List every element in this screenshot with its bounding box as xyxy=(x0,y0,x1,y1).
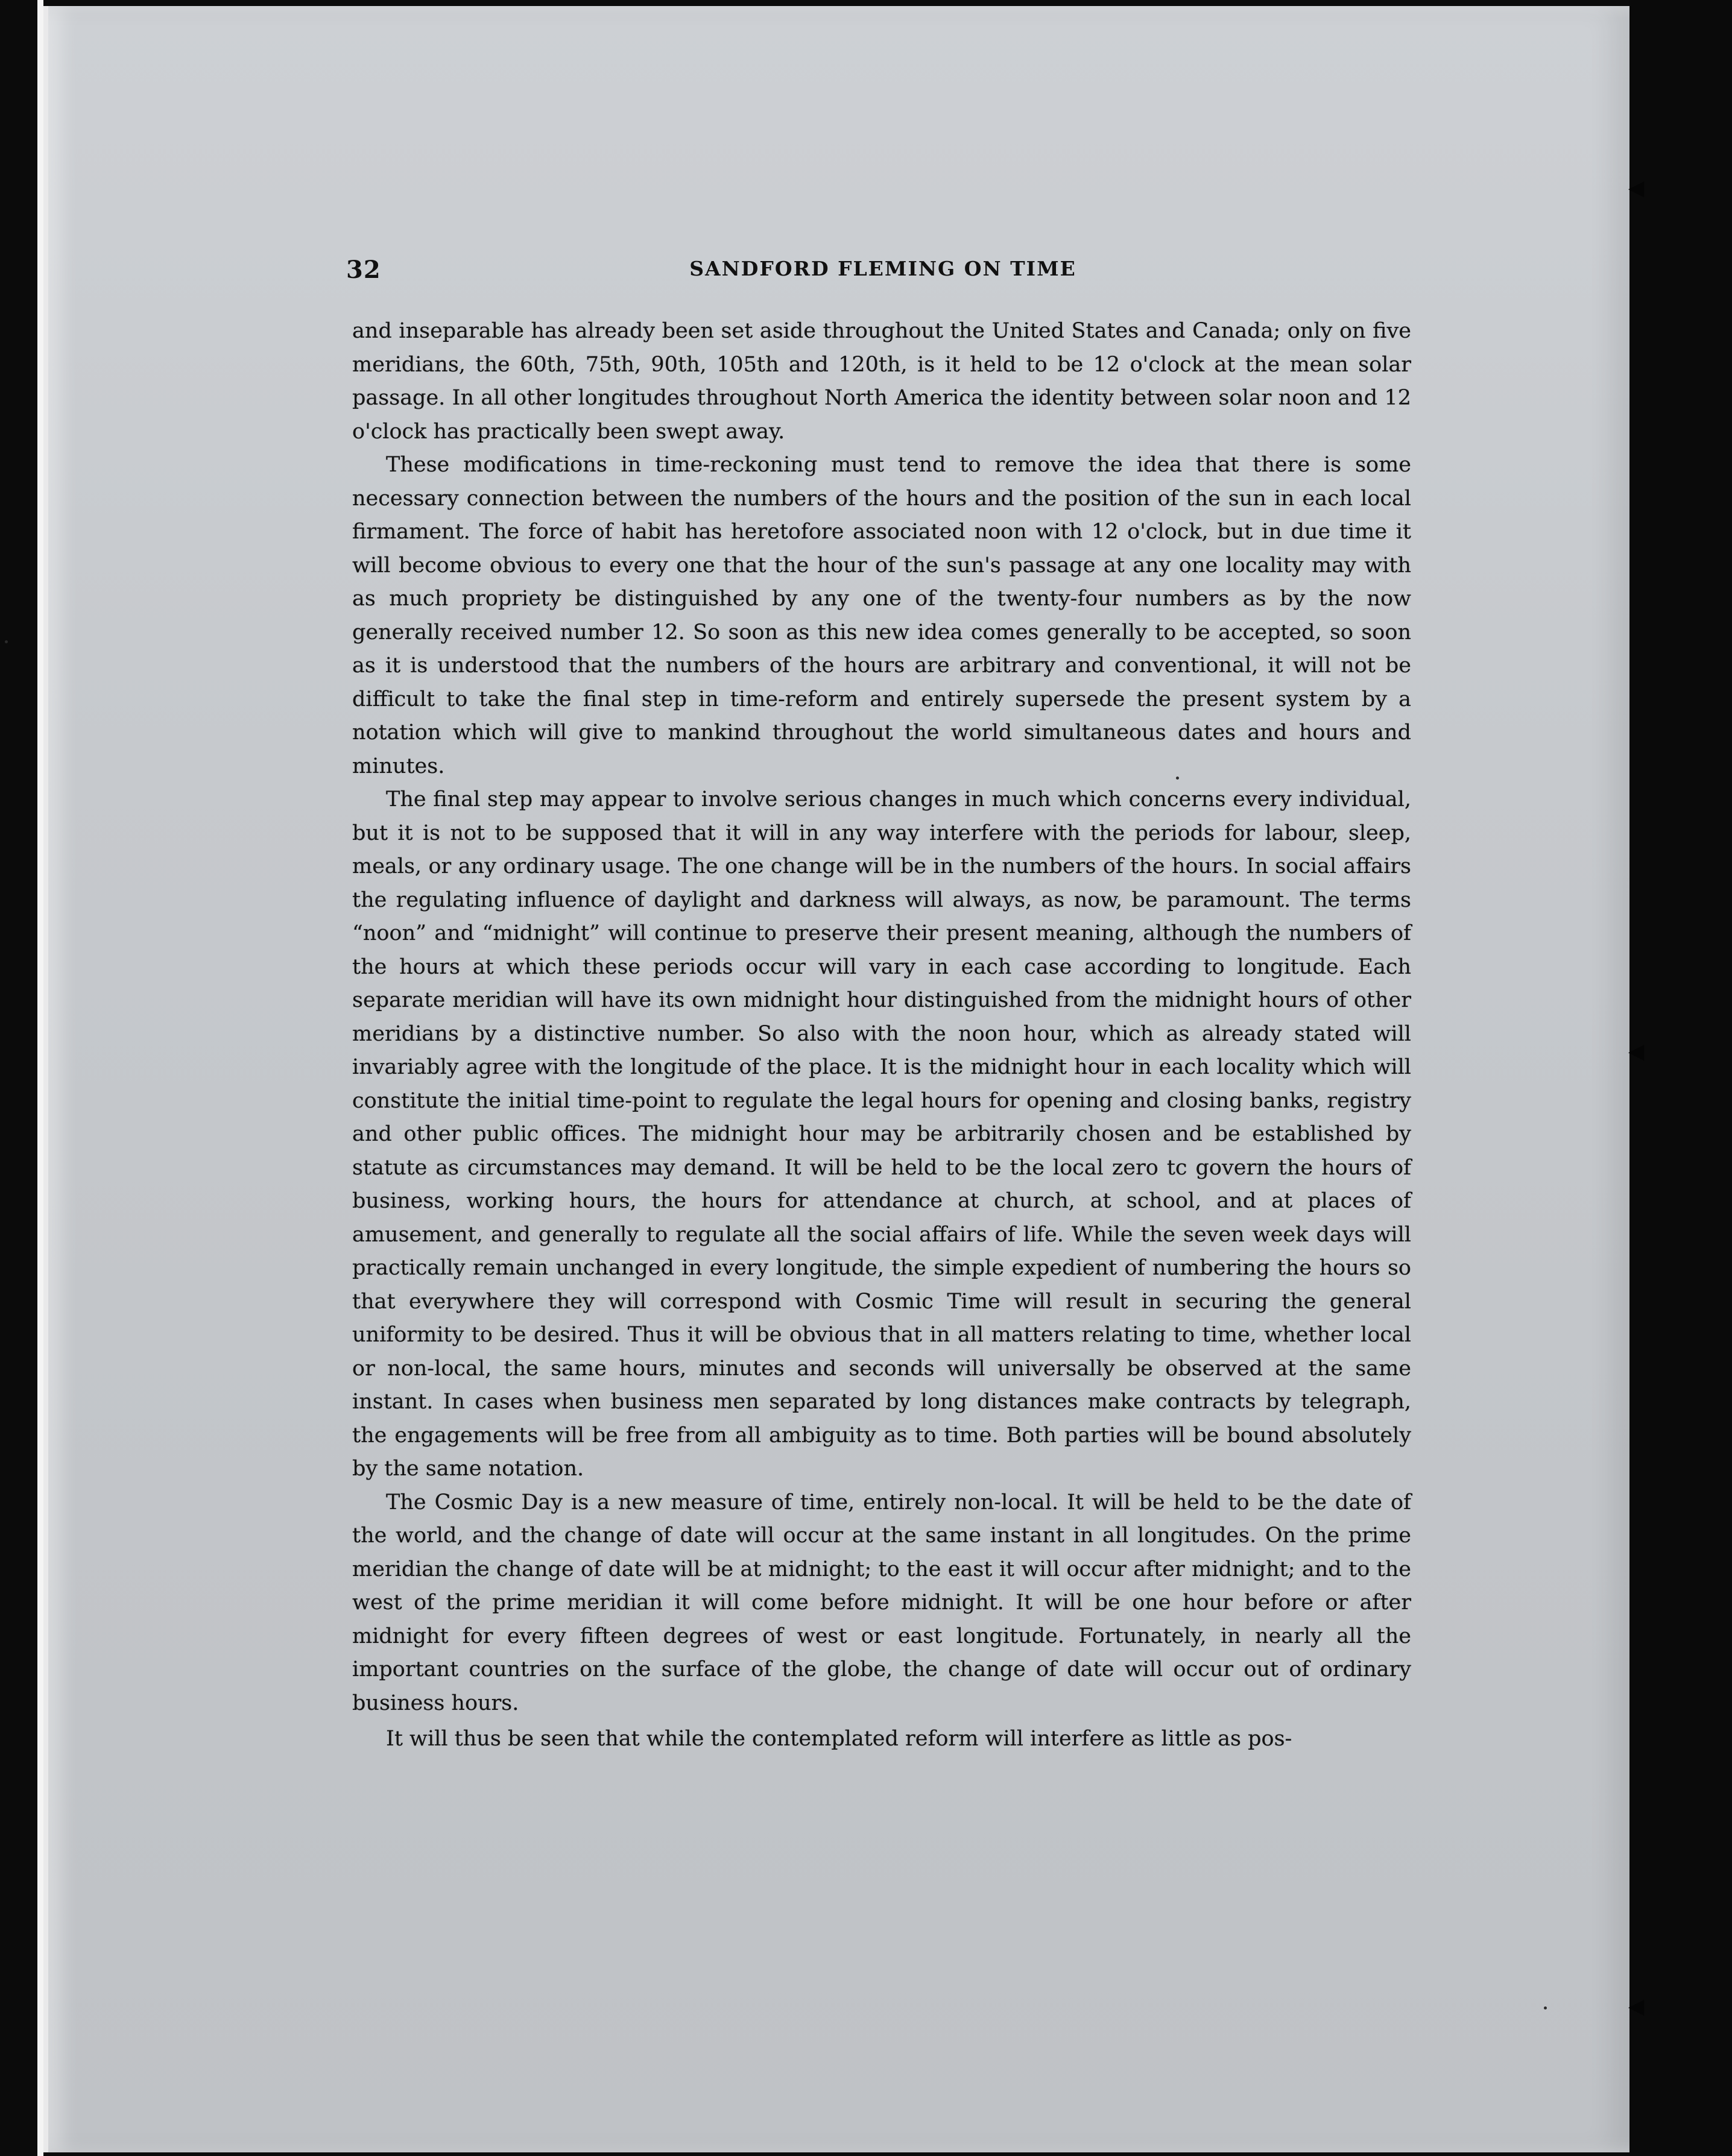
running-head: SANDFORD FLEMING ON TIME xyxy=(689,257,1076,280)
paragraph: It will thus be seen that while the contemplated reform will interfere as little as pos- xyxy=(386,1727,1292,1751)
scan-speck xyxy=(1544,2006,1547,2009)
page-number: 32 xyxy=(346,256,381,284)
paragraph: These modifications in time-reckoning must tend to remove the idea that there is some necessary connection between the numbers of the hours and the position of the sun in each local firmament. The force of habit has heretofore associated noon with 12 o'clock, but in due time it will become obvious to every one that the hour of the sun's passage at any one locality may with as much propriety be distinguished by any one of the twenty-four numbers as by the now generally received number 12. So soon as this new idea comes generally to be accepted, so soon as it is understood that the numbers of the hours are arbitrary and conventional, it will not be difficult to take the final step in time-reform and entirely supersede the present system by a notation which will give to mankind throughout the world simultaneous dates and hours and minutes. xyxy=(352,453,1411,778)
page-edge xyxy=(37,0,43,2156)
paragraph: The Cosmic Day is a new measure of time, entirely non-local. It will be held to be the date of the world, and the change of date will occur at the same instant in all longitudes. On the prime meridian the change of date will be at midnight; to the east it will occur after midnight; and to the west of the prime meridian it will come before midnight. It will be one hour before or after midnight for every fifteen degrees of west or east longitude. Fortunately, in nearly all the important countries on the surface of the globe, the change of date will occur out of ordinary business hours. xyxy=(352,1490,1411,1715)
page-header xyxy=(346,256,1420,292)
margin-mark: ◀ xyxy=(1628,1994,1645,2019)
margin-mark: ◀ xyxy=(1628,176,1645,200)
paragraph: and inseparable has already been set aside throughout the United States and Canada; only on five meridians, the 60th, 75th, 90th, 105th and 120th, is it held to be 12 o'clock at the mean solar passage. In all other longitudes throughout North America the identity between solar noon and 12 o'clock has practically been swept away. xyxy=(352,319,1411,444)
body-text xyxy=(352,315,1411,1756)
scan-speck xyxy=(5,640,8,643)
paragraph: The final step may appear to involve serious changes in much which concerns every individual, but it is not to be supposed that it will in any way interfere with the periods for labour, sleep, meals, or any ordinary usage. The one change will be in the numbers of the hours. In social affairs the regulating influence of daylight and darkness will always, as now, be paramount. The terms “noon” and “midnight” will continue to preserve their present meaning, although the numbers of the hours at which these periods occur will vary in each case according to longitude. Each separate meridian will have its own midnight hour distinguished from the midnight hours of other meridians by a distinctive number. So also with the noon hour, which as already stated will invariably agree with the longitude of the place. It is the midnight hour in each locality which will constitute the initial time-point to regulate the legal hours for opening and closing banks, registry and other public offices. The midnight hour may be arbitrarily chosen and be established by statute as circumstances may demand. It will be held to be the local zero tc govern the hours of business, working hours, the hours for attendance at church, at school, and at places of amusement, and generally to regulate all the social affairs of life. While the seven week days will practically remain unchanged in every longitude, the simple expedient of numbering the hours so that everywhere they will correspond with Cosmic Time will result in securing the general uniformity to be desired. Thus it will be obvious that in all matters relating to time, whether local or non-local, the same hours, minutes and seconds will universally be observed at the same instant. In cases when business men separated by long distances make contracts by telegraph, the engagements will be free from all ambiguity as to time. Both parties will be bound absolutely by the same notation. xyxy=(352,787,1411,1481)
margin-mark: ◀ xyxy=(1628,1039,1645,1064)
scanner-background xyxy=(1629,0,1732,2156)
